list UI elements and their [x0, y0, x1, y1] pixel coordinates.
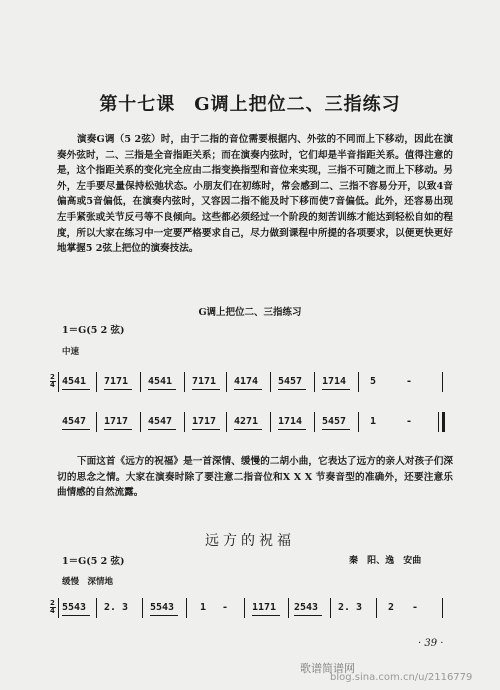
- exercise-staff-row-1: [50, 372, 460, 402]
- exercise-key-signature: 1＝G(5 2 弦): [62, 325, 125, 336]
- song-tempo: 缓慢 深情地: [62, 577, 114, 587]
- measure: 2543: [294, 602, 319, 613]
- measure: 7171: [192, 376, 217, 387]
- measure: 1714: [322, 376, 347, 387]
- measure: 4547: [62, 416, 87, 427]
- song-intro-paragraph: 下面这首《远方的祝福》是一首深情、缓慢的二胡小曲，它表达了远方的亲人对孩子们深切的思念之情。大家在演奏时除了要注意二指音位和X X X 节奏音型的准确外，还要注意乐曲情感的自然流露。: [57, 456, 453, 499]
- measure: 2. 3: [104, 602, 129, 613]
- song-title: 远方的祝福: [205, 533, 295, 549]
- song-staff-row: [50, 598, 460, 628]
- measure: 4271: [234, 416, 259, 427]
- note-extension: -: [406, 376, 413, 387]
- time-signature-bottom: 4: [50, 381, 55, 389]
- watermark-url: blog.sina.com.cn/u/2116779: [330, 672, 473, 683]
- watermark: [300, 660, 500, 684]
- exercise-tempo: 中速: [62, 347, 80, 357]
- measure: 4547: [148, 416, 173, 427]
- measure: 4541: [148, 376, 173, 387]
- note-half: 2: [388, 602, 395, 613]
- measure: 4174: [234, 376, 259, 387]
- lesson-title: 第十七课 G调上把位二、三指练习: [99, 94, 401, 115]
- exercise-heading: G调上把位二、三指练习: [198, 307, 302, 318]
- time-signature: [50, 600, 56, 615]
- exercise-staff-row-2: [50, 412, 460, 442]
- note-half: 1: [200, 602, 207, 613]
- measure: 5457: [322, 416, 347, 427]
- measure: 5543: [150, 602, 175, 613]
- song-key-signature: 1＝G(5 2 弦): [62, 556, 125, 567]
- measure: 1171: [252, 602, 277, 613]
- measure: 1717: [192, 416, 217, 427]
- measure: 4541: [62, 376, 87, 387]
- measure: 5457: [278, 376, 303, 387]
- note-extension: -: [412, 602, 419, 613]
- page-number: · 39 ·: [418, 638, 444, 649]
- watermark-text: 歌谱简谱网: [300, 662, 355, 675]
- song-author: 秦 阳、逸 安曲: [349, 556, 422, 566]
- measure: 1717: [104, 416, 129, 427]
- measure: 2. 3: [338, 602, 363, 613]
- measure: 7171: [104, 376, 129, 387]
- time-signature-top: 2: [50, 599, 55, 607]
- time-signature-bottom: 4: [50, 607, 55, 615]
- note-half: 5: [370, 376, 377, 387]
- time-signature-top: 2: [50, 373, 55, 381]
- note-extension: -: [222, 602, 229, 613]
- intro-paragraph: 演奏G调（5 2弦）时，由于二指的音位需要根据内、外弦的不同而上下移动，因此在演奏外弦时，二、三指是全音指距关系；而在演奏内弦时，它们却是半音指距关系。值得注意的是，这个指距关系的变化完全应由二指变换指型和音位来实现，三指不可随之而上下移动。另外，左手要尽量保持松弛状态。小朋友们在初练时，常会感到二、三指不容易分开，以致4音偏高或5音偏低，在演奏内弦时，又容因二指不能及时下移而使7音偏低。此外，还容易出现左手紧张或关节反弓等不良倾向。这些都必须经过一个阶段的刻苦训练才能达到轻松自如的程度，所以大家在练习中一定要严格要求自己，尽力做到课程中所提的各项要求，以便更快更好地掌握5 2弦上把位的演奏技法。: [57, 134, 453, 255]
- measure: 1714: [278, 416, 303, 427]
- time-signature: [50, 374, 56, 389]
- note-extension: -: [406, 416, 413, 427]
- note-half: 1: [370, 416, 377, 427]
- measure: 5543: [62, 602, 87, 613]
